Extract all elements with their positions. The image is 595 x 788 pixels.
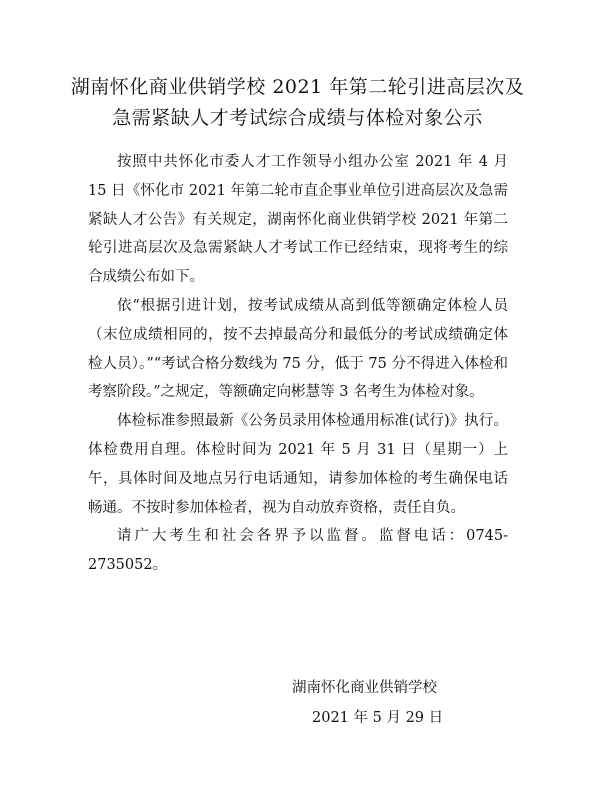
signature-date: 2021 年 5 月 29 日 bbox=[312, 710, 444, 726]
paragraph-physical-exam-selection: 依“根据引进计划，按考试成绩从高到低等额确定体检人员（末位成绩相同的，按不去掉最高分和最低分的考试成绩确定体检人员）。”“考试合格分数线为 75 分，低于 75 分不得进入体检和考察阶段。”之规定，等额确定向彬慧等 3 名考生为体检对象。 bbox=[88, 297, 508, 401]
signature-organization: 湖南怀化商业供销学校 bbox=[292, 680, 437, 696]
document-title bbox=[60, 72, 535, 134]
title-line-1: 湖南怀化商业供销学校 2021 年第二轮引进高层次及 bbox=[70, 76, 525, 98]
title-line-2: 急需紧缺人才考试综合成绩与体检对象公示 bbox=[112, 107, 483, 129]
signature-block bbox=[292, 673, 492, 733]
document-body bbox=[88, 148, 508, 580]
paragraph-supervision-hotline: 请广大考生和社会各界予以监督。监督电话：0745-2735052。 bbox=[88, 528, 508, 574]
paragraph-notice-basis: 按照中共怀化市委人才工作领导小组办公室 2021 年 4 月 15 日《怀化市 2021 年第二轮市直企事业单位引进高层次及急需紧缺人才公告》有关规定，湖南怀化商业供销学校 2021 年第二轮引进高层次及急需紧缺人才考试工作已经结束，现将考生的综合成绩公布如下。 bbox=[88, 154, 508, 286]
paragraph-exam-standards: 体检标准参照最新《公务员录用体检通用标准(试行)》执行。体检费用自理。体检时间为 2021 年 5 月 31 日（星期一）上午，具体时间及地点另行电话通知，请参加体检的考生确保电话畅通。不按时参加体检者，视为自动放弃资格，责任自负。 bbox=[88, 413, 508, 516]
